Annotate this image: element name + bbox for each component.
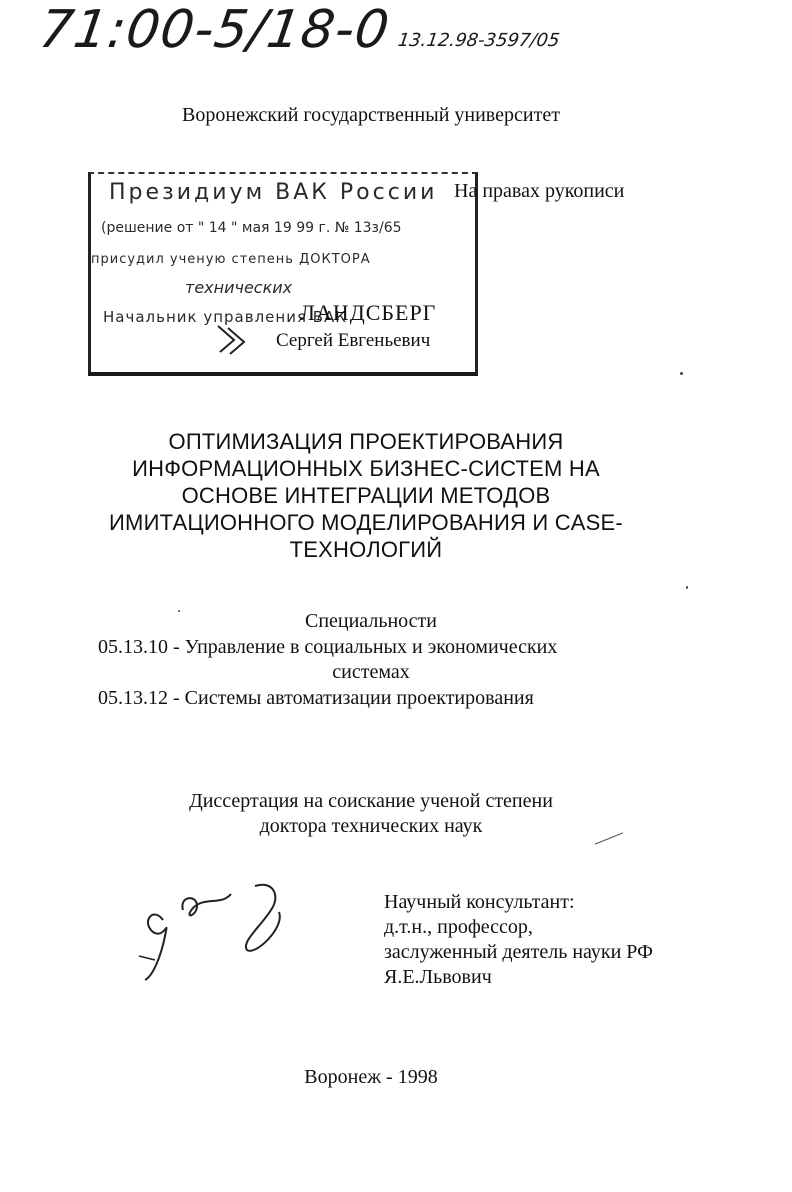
author-surname: ЛАНДСБЕРГ [300, 300, 437, 325]
scan-speck [686, 586, 688, 589]
stamp-line-head: Начальник управления ВАК [103, 308, 347, 326]
specialty-1-continuation: системах [332, 661, 410, 683]
author-given-names: Сергей Евгеньевич [276, 330, 431, 351]
university-name: Воронежский государственный университет [182, 104, 560, 126]
title-line: ИНФОРМАЦИОННЫХ БИЗНЕС-СИСТЕМ НА [132, 456, 600, 481]
stamp-line-presidium: Президиум ВАК России [109, 180, 438, 205]
consultant-honor: заслуженный деятель науки РФ [384, 941, 653, 963]
archive-code-handwritten: 71:00-5/18-0 [35, 0, 394, 60]
title-line: ОСНОВЕ ИНТЕГРАЦИИ МЕТОДОВ [181, 483, 551, 508]
specialty-2: 05.13.12 - Системы автоматизации проектирования [98, 687, 534, 709]
stamp-signature-icon [214, 322, 254, 364]
dissertation-title [60, 428, 672, 563]
scientific-consultant [384, 890, 653, 990]
dissertation-type-line1: Диссертация на соискание ученой степени [189, 790, 553, 812]
stamp-line-degree: присудил ученую степень ДОКТОРА [91, 252, 371, 267]
consultant-label: Научный консультант: [384, 891, 575, 913]
stamp-line-field: технических [185, 278, 293, 297]
scan-speck [178, 610, 180, 612]
title-line: ТЕХНОЛОГИЙ [289, 537, 443, 562]
dissertation-type-line2: доктора технических наук [259, 815, 483, 837]
city-year: Воронеж - 1998 [304, 1066, 438, 1088]
specialties-heading: Специальности [304, 610, 437, 632]
title-line: ИМИТАЦИОННОГО МОДЕЛИРОВАНИЯ И CASE- [109, 510, 623, 535]
title-line: ОПТИМИЗАЦИЯ ПРОЕКТИРОВАНИЯ [168, 429, 564, 454]
stamp-line-decision: (решение от " 14 " мая 19 99 г. № 13з/65 [101, 220, 402, 236]
archive-date-handwritten: 13.12.98-3597/05 [396, 30, 561, 51]
consultant-signature-icon [135, 876, 305, 991]
specialty-1: 05.13.10 - Управление в социальных и экономических [98, 636, 558, 658]
manuscript-note: На правах рукописи [454, 180, 625, 202]
consultant-degree: д.т.н., профессор, [384, 916, 533, 938]
consultant-name: Я.Е.Львович [384, 966, 492, 988]
scan-speck [680, 372, 683, 375]
